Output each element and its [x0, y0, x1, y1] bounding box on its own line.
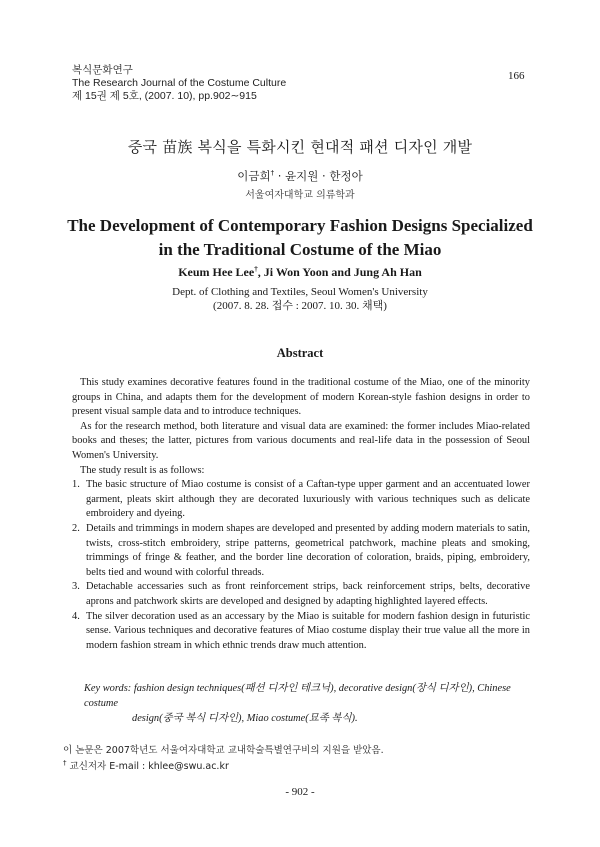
- keywords-line2: design(중국 복식 디자인), Miao costume(묘족 복식).: [132, 713, 358, 724]
- footer-page-number: - 902 -: [285, 786, 315, 798]
- affiliation-english: [0, 285, 600, 313]
- keywords-line1: Key words: fashion design techniques(패션 디자인 테크닉), decorative design(장식 디자인), Chinese costume: [84, 683, 511, 709]
- result-number: 2.: [72, 522, 80, 534]
- journal-name-en: The Research Journal of the Costume Culture: [72, 77, 287, 89]
- footnote-mark: †: [63, 759, 67, 767]
- result-text: Details and trimmings in modern shapes are developed and presented by adding modern materials to satin, twists, cross-stitch embroidery, stripe patterns, geometrical patchwork, machine pleats and smoking, trimmings of fringe & feather, and the border line decoration of coloration, braids, piping, embroidery, belts tied and wound with colorful threads.: [86, 522, 530, 578]
- footnote-correspondence: [63, 757, 384, 773]
- title-en-line1: The Development of Contemporary Fashion Designs Specialized: [67, 216, 533, 235]
- journal-volume: 제 15권 제 5호, (2007. 10), pp.902∼915: [72, 90, 257, 102]
- title-english: [0, 214, 600, 262]
- abstract-heading: Abstract: [276, 346, 324, 360]
- header-page-number: 166: [508, 70, 525, 82]
- title-korean: 중국 苗族 복식을 특화시킨 현대적 패션 디자인 개발: [127, 138, 473, 156]
- author-ko-first: 이금희: [237, 169, 271, 183]
- result-item: [72, 478, 530, 522]
- affiliation-en-text: Dept. of Clothing and Textiles, Seoul Women's University: [172, 286, 428, 298]
- abstract-paragraph: As for the research method, both literature and visual data are examined: the former includes Miao-related books and theses; the latter, pictures from various documents and real-life data in the possession of Seoul Women's University.: [72, 420, 530, 461]
- author-ko-rest: · 윤지원 · 한정아: [274, 169, 363, 183]
- abstract-paragraph: This study examines decorative features found in the traditional costume of the Miao, one of the minority groups in China, and adapts them for the development of modern Korean-style fashion designs in order to present visual sample data and to introduce techniques.: [72, 377, 530, 418]
- keywords: [84, 681, 534, 726]
- footnote-funding: 이 논문은 2007학년도 서울여자대학교 교내학술특별연구비의 지원을 받았음.: [63, 745, 384, 756]
- abstract-paragraph: The study result is as follows:: [80, 464, 205, 476]
- result-number: 3.: [72, 581, 80, 593]
- affiliation-korean: 서울여자대학교 의류학과: [245, 190, 355, 201]
- result-text: The basic structure of Miao costume is consist of a Caftan-type upper garment and an accentuated lower garment, pleats skirt although they are decorated luxuriously with various techniques such as delicate embroidery and dyeing.: [86, 479, 530, 520]
- abstract-body: [72, 376, 530, 653]
- result-item: [72, 580, 530, 609]
- author-en-first: Keum Hee Lee: [178, 265, 255, 279]
- authors-english: [0, 265, 600, 280]
- result-number: 4.: [72, 610, 80, 622]
- title-en-line2: in the Traditional Costume of the Miao: [158, 240, 442, 259]
- result-item: [72, 610, 530, 654]
- results-list: [72, 478, 530, 653]
- authors-korean: [0, 168, 600, 184]
- footnotes: [63, 744, 384, 773]
- corresponding-mark-en: †: [254, 265, 258, 273]
- result-number: 1.: [72, 479, 80, 491]
- result-text: Detachable accessaries such as front reinforcement strips, back reinforcement strips, belts, decorative aprons and patchwork skirts are developed and designed by adapting highlighted layered effects.: [86, 581, 530, 607]
- corresponding-mark-ko: †: [270, 169, 275, 178]
- journal-name-ko: 복식문화연구: [72, 64, 133, 76]
- author-en-rest: , Ji Won Yoon and Jung Ah Han: [257, 265, 422, 279]
- journal-header: [72, 64, 286, 103]
- received-accepted-dates: (2007. 8. 28. 접수 : 2007. 10. 30. 채택): [213, 300, 387, 312]
- result-item: [72, 522, 530, 580]
- footnote-email: 교신저자 E-mail : khlee@swu.ac.kr: [66, 761, 229, 773]
- result-text: The silver decoration used as an accessary by the Miao is suitable for modern fashion design in futuristic sense. Various techniques and decorative features of Miao costume display their true value all the more in modern fashion stream in which ethnic trends draw much attention.: [86, 610, 530, 651]
